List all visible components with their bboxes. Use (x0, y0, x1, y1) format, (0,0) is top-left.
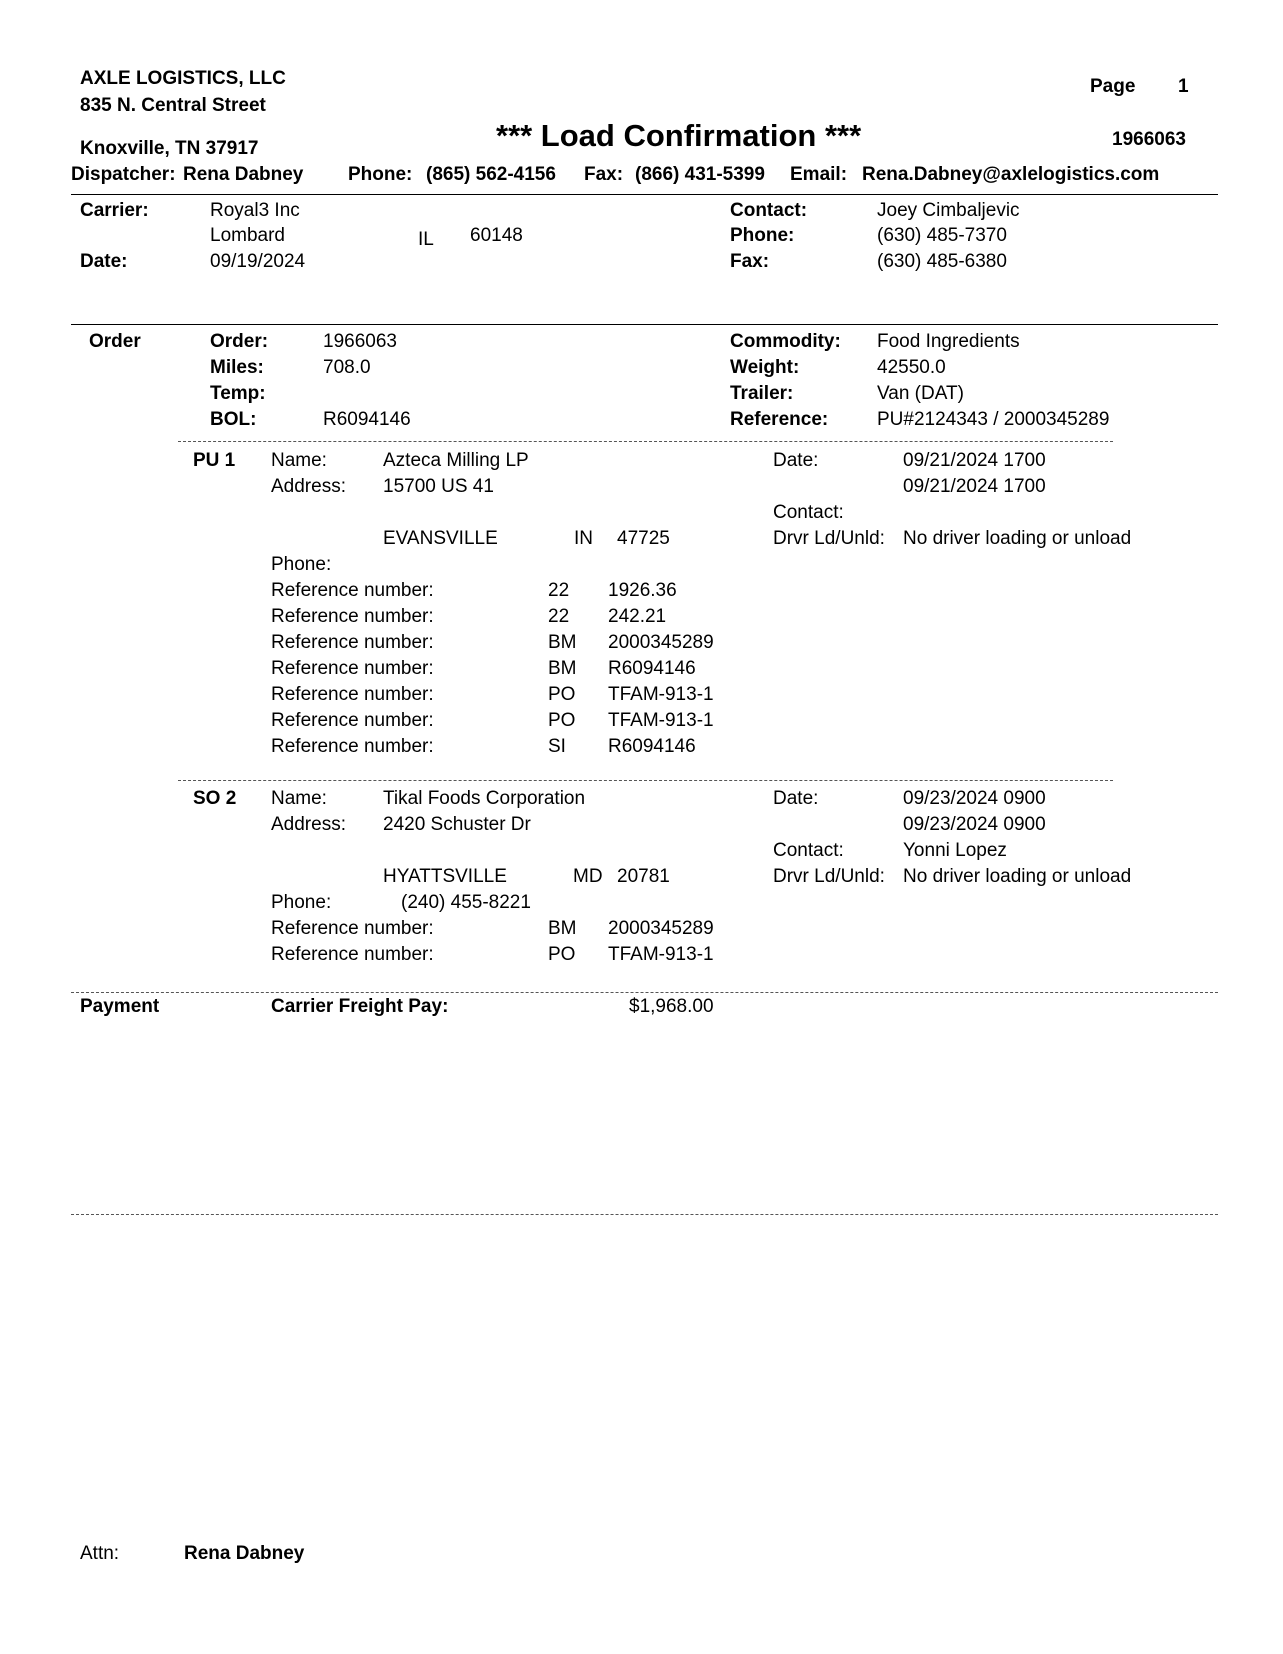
delivery-address-label: Address: (271, 814, 346, 835)
carrier-contact-label: Contact: (730, 200, 808, 221)
miles-label: Miles: (210, 357, 264, 378)
pickup-ref-label: Reference number: (271, 658, 434, 679)
order-number-label: Order: (210, 331, 269, 352)
delivery-ref-value: 2000345289 (608, 918, 714, 939)
carrier-fax-label: Fax: (730, 251, 770, 272)
carrier-date: 09/19/2024 (210, 251, 306, 272)
reference-value: PU#2124343 / 2000345289 (877, 409, 1110, 430)
trailer-value: Van (DAT) (877, 383, 964, 404)
pickup-city: EVANSVILLE (383, 528, 498, 549)
pickup-divider (178, 441, 1113, 442)
header-divider (71, 194, 1218, 195)
pickup-ref-code: SI (548, 736, 566, 757)
delivery-date-2: 09/23/2024 0900 (903, 814, 1046, 835)
dispatcher-email: Rena.Dabney@axlelogistics.com (862, 164, 1160, 185)
pickup-ref-label: Reference number: (271, 580, 434, 601)
pickup-ref-value: 1926.36 (608, 580, 677, 601)
freight-pay-amount: $1,968.00 (629, 996, 714, 1017)
trailer-label: Trailer: (730, 383, 794, 404)
pickup-ref-code: 22 (548, 606, 570, 627)
pickup-address-label: Address: (271, 476, 346, 497)
attn-name: Rena Dabney (184, 1543, 305, 1564)
delivery-phone: (240) 455-8221 (401, 892, 531, 913)
pickup-name-label: Name: (271, 450, 327, 471)
pickup-name: Azteca Milling LP (383, 450, 529, 471)
carrier-phone: (630) 485-7370 (877, 225, 1007, 246)
pickup-drvr-value: No driver loading or unload (903, 528, 1132, 549)
pickup-date-2: 09/21/2024 1700 (903, 476, 1046, 497)
pickup-ref-value: R6094146 (608, 658, 696, 679)
commodity-label: Commodity: (730, 331, 841, 352)
company-street: 835 N. Central Street (80, 95, 266, 116)
delivery-address: 2420 Schuster Dr (383, 814, 531, 835)
freight-pay-label: Carrier Freight Pay: (271, 996, 449, 1017)
dispatcher-name: Rena Dabney (183, 164, 304, 185)
carrier-date-label: Date: (80, 251, 128, 272)
delivery-drvr-label: Drvr Ld/Unld: (773, 866, 885, 887)
delivery-state: MD (573, 866, 603, 887)
pickup-ref-label: Reference number: (271, 684, 434, 705)
dispatcher-fax: (866) 431-5399 (635, 164, 765, 185)
carrier-name: Royal3 Inc (210, 200, 300, 221)
carrier-divider (71, 324, 1218, 325)
delivery-divider (178, 780, 1113, 781)
page-label: Page (1090, 76, 1136, 97)
pickup-contact-label: Contact: (773, 502, 844, 523)
commodity-value: Food Ingredients (877, 331, 1020, 352)
weight-value: 42550.0 (877, 357, 946, 378)
delivery-name: Tikal Foods Corporation (383, 788, 586, 809)
pickup-address: 15700 US 41 (383, 476, 494, 497)
delivery-date-label: Date: (773, 788, 819, 809)
pickup-state: IN (574, 528, 593, 549)
attn-label: Attn: (80, 1543, 120, 1564)
delivery-contact: Yonni Lopez (903, 840, 1007, 861)
pickup-drvr-label: Drvr Ld/Unld: (773, 528, 885, 549)
pickup-ref-label: Reference number: (271, 736, 434, 757)
carrier-label: Carrier: (80, 200, 149, 221)
delivery-name-label: Name: (271, 788, 327, 809)
delivery-ref-code: PO (548, 944, 576, 965)
order-section-label: Order (89, 331, 141, 352)
payment-section-label: Payment (80, 996, 160, 1017)
pickup-zip: 47725 (617, 528, 670, 549)
pickup-ref-value: TFAM-913-1 (608, 710, 714, 731)
pickup-ref-value: TFAM-913-1 (608, 684, 714, 705)
carrier-fax: (630) 485-6380 (877, 251, 1007, 272)
dispatcher-label: Dispatcher: (71, 164, 176, 185)
dispatcher-phone-label: Phone: (348, 164, 413, 185)
pickup-ref-label: Reference number: (271, 606, 434, 627)
pickup-ref-code: PO (548, 710, 576, 731)
carrier-zip: 60148 (470, 225, 523, 246)
company-city-state-zip: Knoxville, TN 37917 (80, 138, 259, 159)
pickup-ref-code: BM (548, 658, 577, 679)
carrier-city: Lombard (210, 225, 285, 246)
delivery-city: HYATTSVILLE (383, 866, 507, 887)
load-number: 1966063 (1112, 129, 1186, 150)
delivery-ref-label: Reference number: (271, 944, 434, 965)
delivery-ref-code: BM (548, 918, 577, 939)
payment-divider (71, 992, 1218, 993)
delivery-zip: 20781 (617, 866, 670, 887)
carrier-phone-label: Phone: (730, 225, 795, 246)
pickup-ref-value: R6094146 (608, 736, 696, 757)
delivery-contact-label: Contact: (773, 840, 844, 861)
order-number: 1966063 (323, 331, 397, 352)
miles-value: 708.0 (323, 357, 371, 378)
pickup-ref-label: Reference number: (271, 632, 434, 653)
delivery-phone-label: Phone: (271, 892, 332, 913)
pickup-ref-value: 242.21 (608, 606, 667, 627)
pickup-ref-value: 2000345289 (608, 632, 714, 653)
bol-label: BOL: (210, 409, 257, 430)
dispatcher-email-label: Email: (790, 164, 848, 185)
pickup-date-label: Date: (773, 450, 819, 471)
delivery-ref-label: Reference number: (271, 918, 434, 939)
footer-divider (71, 1214, 1218, 1215)
pickup-phone-label: Phone: (271, 554, 332, 575)
delivery-date-1: 09/23/2024 0900 (903, 788, 1046, 809)
pickup-ref-label: Reference number: (271, 710, 434, 731)
delivery-ref-value: TFAM-913-1 (608, 944, 714, 965)
page-number: 1 (1178, 76, 1189, 97)
bol-value: R6094146 (323, 409, 411, 430)
carrier-state: IL (418, 229, 434, 250)
pickup-ref-code: 22 (548, 580, 570, 601)
document-title: *** Load Confirmation *** (496, 118, 862, 153)
pickup-stop-label: PU 1 (193, 450, 236, 471)
weight-label: Weight: (730, 357, 800, 378)
reference-label: Reference: (730, 409, 829, 430)
pickup-ref-code: PO (548, 684, 576, 705)
company-name: AXLE LOGISTICS, LLC (80, 68, 286, 89)
delivery-stop-label: SO 2 (193, 788, 237, 809)
pickup-ref-code: BM (548, 632, 577, 653)
delivery-drvr-value: No driver loading or unload (903, 866, 1132, 887)
carrier-contact: Joey Cimbaljevic (877, 200, 1020, 221)
temp-label: Temp: (210, 383, 266, 404)
pickup-date-1: 09/21/2024 1700 (903, 450, 1046, 471)
dispatcher-phone: (865) 562-4156 (426, 164, 556, 185)
dispatcher-fax-label: Fax: (584, 164, 624, 185)
